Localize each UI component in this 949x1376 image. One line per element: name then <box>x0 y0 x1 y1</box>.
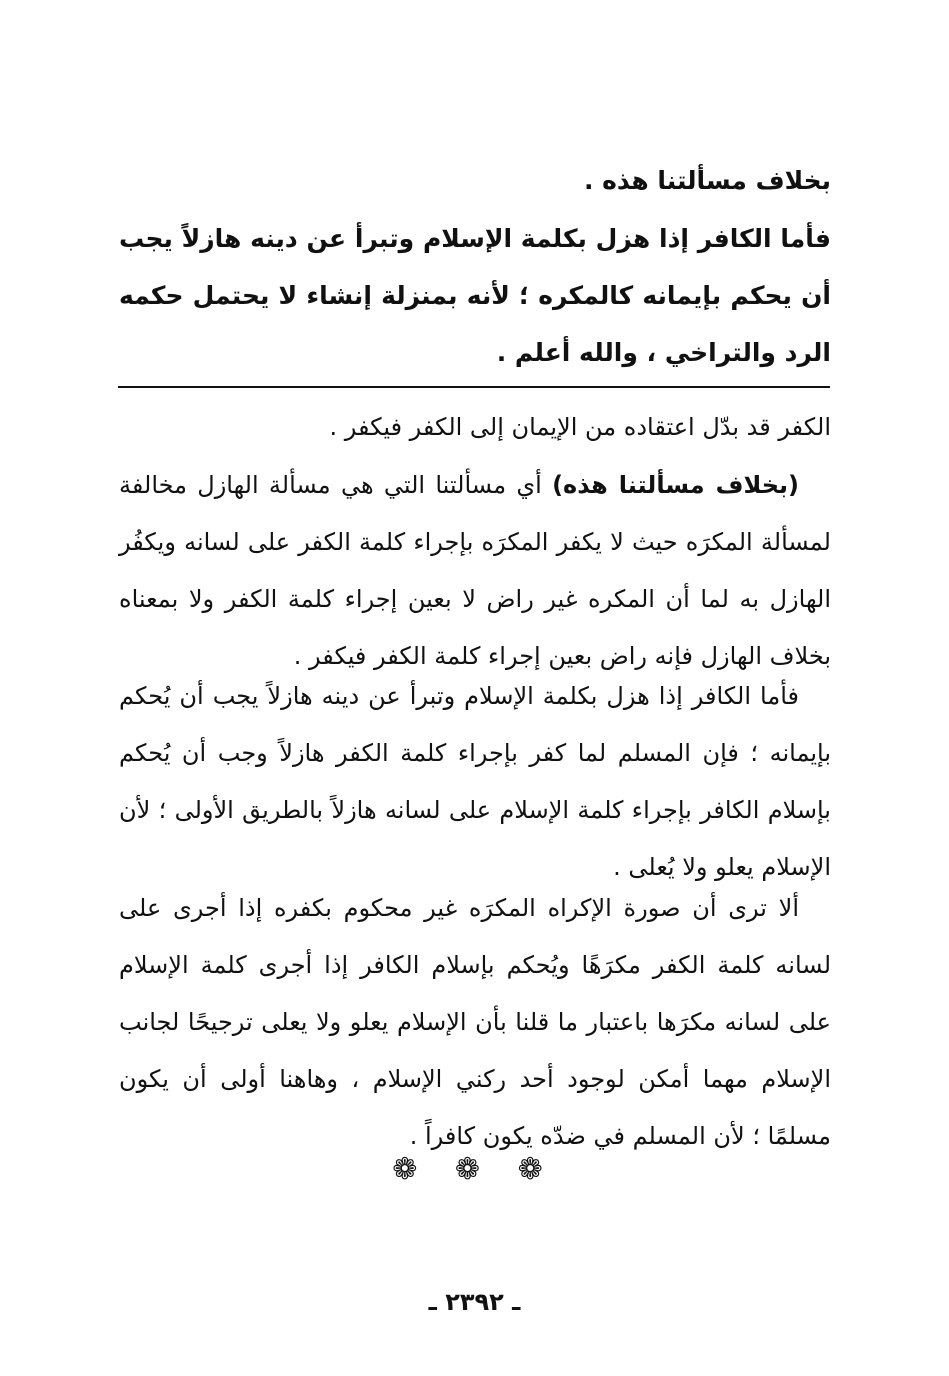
commentary-paragraph-3: فأما الكافر إذا هزل بكلمة الإسلام وتبرأ عن دينه هازلاً يجب أن يُحكم بإيمانه ؛ فإن المسلم لما كفر بإجراء كلمة الكفر هازلاً وجب أن يُحكم بإسلام الكافر بإجراء كلمة الإسلام على لسانه هازلاً بالطريق الأولى ؛ لأن الإسلام يعلو ولا يُعلى . <box>119 682 831 881</box>
footnote-separator <box>118 386 830 388</box>
commentary-paragraph-4: ألا ترى أن صورة الإكراه المكرَه غير محكوم بكفره إذا أجرى على لسانه كلمة الكفر مكرَهًا ويُحكم بإسلام الكافر إذا أجرى كلمة الإسلام على لسانه مكرَها باعتبار ما قلنا بأن الإسلام يعلو ولا يعلى ترجيحًا لجانب الإسلام مهما أمكن لوجود أحد ركني الإسلام ، وهاهنا أولى أن يكون مسلمًا ؛ لأن المسلم في ضدّه يكون كافراً . <box>119 894 831 1150</box>
quoted-phrase: (بخلاف مسألتنا هذه) <box>552 471 799 499</box>
commentary-paragraph-2-text: أي مسألتنا التي هي مسألة الهازل مخالفة لمسألة المكرَه حيث لا يكفر المكرَه بإجراء كلمة الكفر على لسانه ويكفُر الهازل به لما أن المكره غير راض لا بعين إجراء كلمة الكفر ولا بمعناه بخلاف الهازل فإنه راض بعين إجراء كلمة الكفر فيكفر . <box>119 471 831 670</box>
main-text-line: بخلاف مسألتنا هذه . <box>583 166 831 195</box>
section-ornaments <box>0 1152 949 1187</box>
flower-ornament-icon: ❁ <box>392 1152 432 1187</box>
flower-ornament-icon: ❁ <box>517 1152 557 1187</box>
commentary-paragraph-2 <box>119 457 831 685</box>
flower-ornament-icon: ❁ <box>454 1152 495 1187</box>
main-text-paragraph: فأما الكافر إذا هزل بكلمة الإسلام وتبرأ عن دينه هازلاً يجب أن يحكم بإيمانه كالمكره ؛ لأنه بمنزلة إنشاء لا يحتمل حكمه الرد والتراخي ، والله أعلم . <box>119 224 831 367</box>
commentary-paragraph-1: الكفر قد بدّل اعتقاده من الإيمان إلى الكفر فيكفر . <box>329 413 831 441</box>
page-number: ـ ٢٣٩٢ ـ <box>428 1288 521 1316</box>
